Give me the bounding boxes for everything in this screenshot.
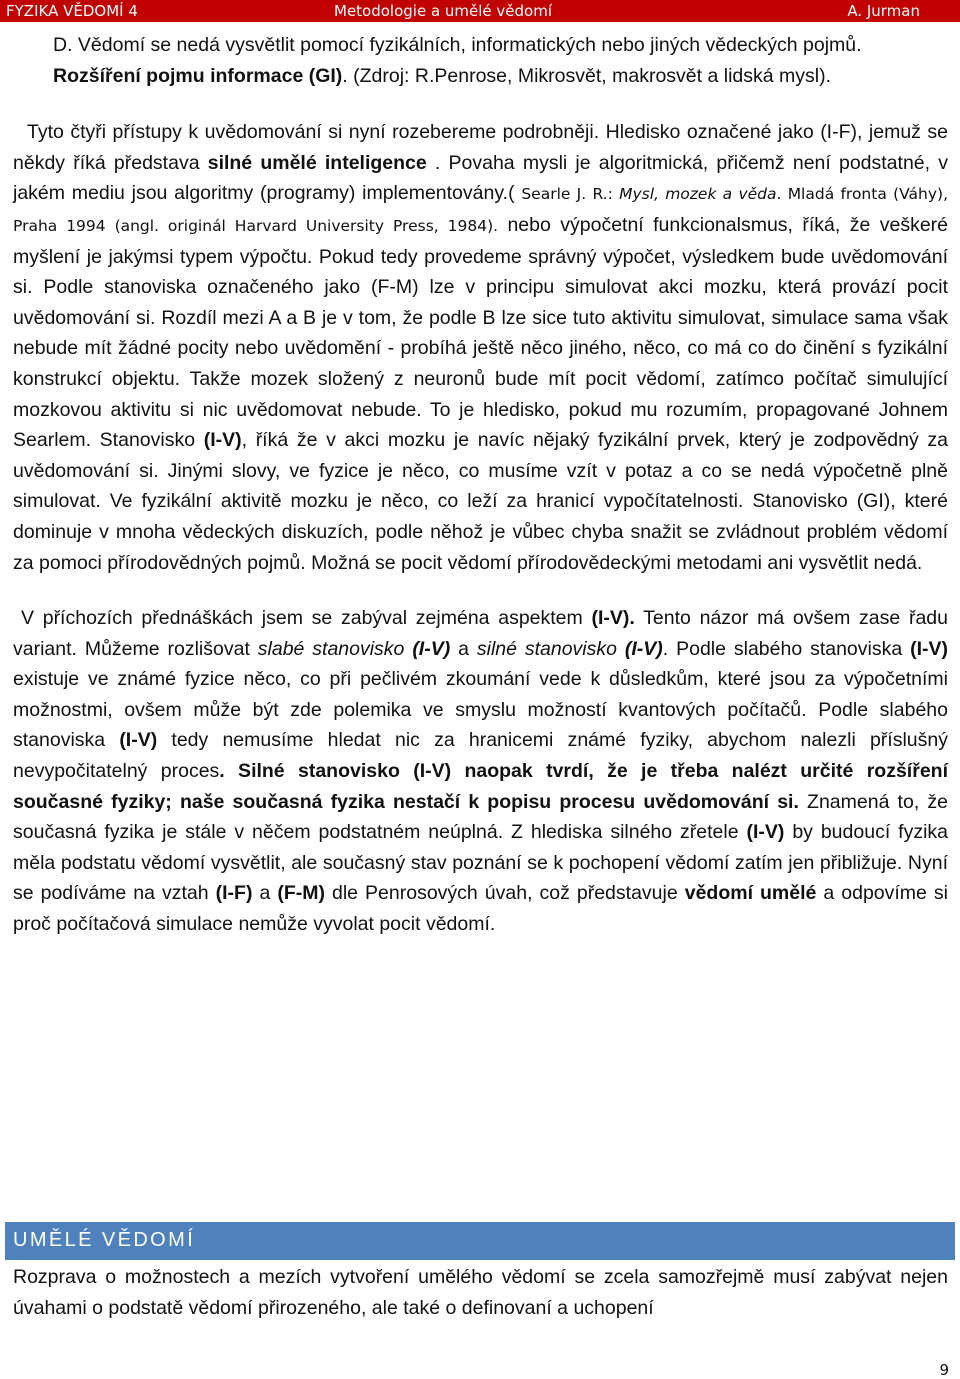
para1-text-3: nebo výpočetní funkcionalsmus, říká, že veškeré myšlení je jakýmsi typem výpočtu. Pokud tedy provedeme správný výpočet, výsledkem bude uvědomování si. Podle stanoviska označeného jako (F-M) lze v principu simulovat akci mozku, která provází pocit uvědomování si. Rozdíl mezi A a B je v tom, že podle B lze sice tuto aktivitu simulovat, simulace sama však nebude mít žádné pocity nebo uvědomění - probíhá ještě něco jiného, něco, co má co do činění s fyzikální konstrukcí objektu. Takže mozek složený z neuronů bude mít pocit vědomí, zatímco počítač simulující mozkovou aktivitu si nic uvědomovat nebude. To je hledisko, pokud mu rozumím, propagované Johnem Searlem. Stanovisko bbox=[13, 213, 949, 452]
para2-text-1: V příchozích přednáškách jsem se zabýval zejména aspektem bbox=[21, 607, 592, 630]
para2-italic-weak: slabé stanovisko bbox=[257, 637, 413, 660]
list-d-text: Vědomí se nedá vysvětlit pomocí fyzikálních, informatických nebo jiných vědeckých pojmů. bbox=[72, 34, 862, 56]
para2-bold-strong-claim: . Silné stanovisko (I-V) naopak tvrdí, že je třeba nalézt určité rozšíření současné fyziky; naše současná fyzika nestačí k popisu procesu uvědomování si. bbox=[13, 760, 948, 813]
para2-text-8: by budoucí fyzika měla podstatu vědomí vysvětlit, ale současný stav poznání se k pochopení vědomí zatím jen přibližuje. Nyní se podíváme na vztah bbox=[13, 821, 948, 905]
para2-bold-7: (F-M) bbox=[277, 882, 325, 905]
para2-text-2: Tento názor má ovšem zase řadu variant. Můžeme rozlišovat bbox=[13, 607, 948, 660]
para2-text-9: a bbox=[252, 882, 278, 905]
para2-bold-3: (I-V) bbox=[119, 729, 158, 752]
para2-text-3: a bbox=[450, 637, 477, 660]
para1-text-1: Tyto čtyři přístupy k uvědomování si nyní rozebereme podrobněji. Hledisko označené jako (I-F), jemuž se někdy říká představa bbox=[13, 121, 948, 174]
section-heading-bar bbox=[5, 1222, 955, 1260]
citation-author: Searle J. R.: bbox=[521, 185, 620, 204]
para2-text-7: Znamená to, že současná fyzika je stále v něčem podstatném neúplná. Z hlediska silného zřetele bbox=[13, 790, 948, 844]
para2-text-4: . Podle slabého stanoviska bbox=[662, 637, 911, 660]
para2-italic-strong: silné stanovisko bbox=[476, 637, 625, 660]
para2-bold-2: (I-V) bbox=[910, 637, 949, 660]
para1-text-2: . Povaha mysli je algoritmická, přičemž není podstatné, v jakém mediu jsou algoritmy (programy) implementovány.( bbox=[13, 151, 948, 205]
para2-bold-italic-2: (I-V) bbox=[624, 637, 663, 660]
para2-text-5: existuje ve známé fyzice něco, co při pečlivém zkoumání vede k důsledkům, které jsou za výpočetními možnostmi, ovšem může být zde polemika ve smyslu možností kvantových počítačů. Podle slabého stanoviska bbox=[13, 668, 948, 752]
para2-bold-8: vědomí umělé bbox=[684, 882, 817, 905]
para1-bold-iv: (I-V) bbox=[203, 429, 242, 452]
para2-bold-6: (I-F) bbox=[215, 882, 253, 905]
paragraph-approaches bbox=[13, 117, 948, 578]
page-number: 9 bbox=[939, 1361, 949, 1379]
header-author: A. Jurman bbox=[847, 2, 920, 20]
list-d-bold: Rozšíření pojmu informace (GI) bbox=[53, 64, 343, 87]
page-header bbox=[0, 0, 960, 22]
para2-bold-1: (I-V). bbox=[591, 607, 635, 630]
header-chapter-title: Metodologie a umělé vědomí bbox=[334, 2, 553, 20]
para2-text-10: dle Penrosových úvah, což představuje bbox=[324, 882, 685, 905]
citation-title: Mysl, mozek a věda bbox=[619, 185, 777, 204]
para2-bold-5: (I-V) bbox=[746, 821, 785, 844]
para2-text-6: tedy nemusíme hledat nic za hranicemi známé fyziky, abychom nalezli příslušný nevypočitatelný proces bbox=[13, 729, 948, 783]
citation-publisher: . Mladá fronta (Váhy), Praha 1994 (angl. originál Harvard University Press, 1984). bbox=[13, 185, 949, 235]
section-paragraph: Rozprava o možnostech a mezích vytvoření umělého vědomí se zcela samozřejmě musí zabývat nejen úvahami o podstatě vědomí přirozeného, ale také o definovaní a uchopení bbox=[13, 1266, 948, 1319]
paragraph-iv-variants bbox=[13, 603, 948, 940]
para2-bold-italic-1: (I-V) bbox=[412, 637, 451, 660]
list-d-source: . (Zdroj: R.Penrose, Mikrosvět, makrosvět a lidská mysl). bbox=[342, 64, 831, 87]
para1-text-4: , říká že v akci mozku je navíc nějaký fyzikální prvek, který je zodpovědný za uvědomování si. Jinými slovy, ve fyzice je něco, co musíme vzít v potaz a co se nedá výpočetně plně simulovat. Ve fyzikální aktivitě mozku je něco, co leží za hranicí vypočítatelnosti. Stanovisko (GI), které dominuje v mnoha vědeckých diskuzích, podle něhož je vůbec chyba snažit se zvládnout problém vědomí za pomoci přírodovědných pojmů. Možná se pocit vědomí přírodovědeckými metodami ani vysvětlit nedá. bbox=[13, 429, 948, 574]
para2-text-11: a odpovíme si proč počítačová simulace nemůže vyvolat pocit vědomí. bbox=[13, 882, 949, 936]
list-item-d bbox=[13, 30, 948, 91]
para1-bold-strong-ai: silné umělé inteligence bbox=[207, 151, 427, 174]
list-marker: D. bbox=[53, 34, 73, 56]
header-course-title: FYZIKA VĚDOMÍ 4 bbox=[6, 2, 138, 20]
document-body bbox=[13, 30, 948, 940]
section-title: UMĚLÉ VĚDOMÍ bbox=[13, 1229, 196, 1251]
